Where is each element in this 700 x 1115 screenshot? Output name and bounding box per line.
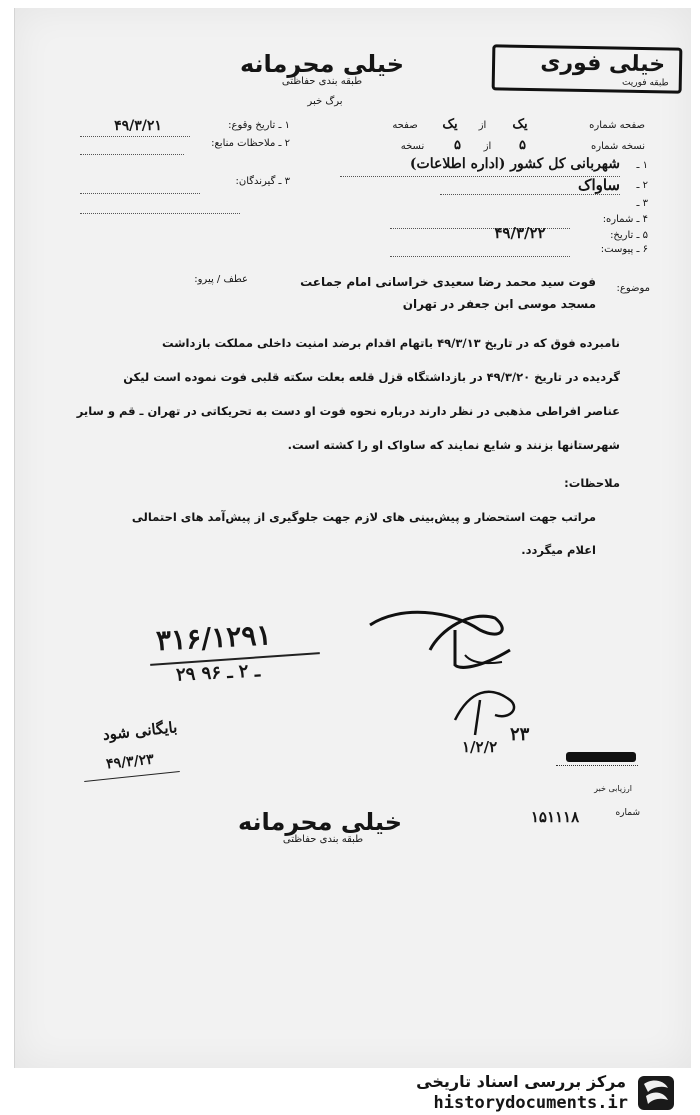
archive-logo-icon <box>634 1070 678 1114</box>
handwritten-registration-date: ۲۹ ـ ۲ ـ ۹۶ <box>175 660 261 686</box>
recipient-3-text: ساواک <box>578 176 620 194</box>
copy-word: نسخه <box>400 141 425 152</box>
subject-label: موضوع: <box>616 283 650 294</box>
urgency-stamp-sub: طبقه فوریت <box>621 77 669 89</box>
signature-date: ۱/۲/۲ <box>462 738 498 756</box>
handwritten-registration-number: ۳۱۶/۱۲۹۱ <box>155 618 273 658</box>
remarks-line-1: مراتب جهت استحضار و پیش‌بینی های لازم جهت جلوگیری از پیش‌آمد های احتمالی <box>131 510 596 524</box>
field-date-label: ۵ ـ تاریخ: <box>610 230 648 241</box>
page-number-value: یک <box>512 117 528 132</box>
source-number: ۱۵۱۱۱۸ <box>530 808 580 826</box>
remarks-line-2: اعلام میگردد. <box>521 543 596 557</box>
recipient-2-num: ۲ ـ <box>636 180 648 191</box>
recipient-3-num: ۳ ـ <box>636 198 648 209</box>
body-line-1: نامبرده فوق که در تاریخ ۴۹/۳/۱۳ باتهام اقدام برضد امنیت داخلی مملکت بازداشت <box>162 336 620 350</box>
classification-bottom: خیلی محرمانه <box>237 808 403 836</box>
footer-org-name: مرکز بررسی اسناد تاریخی <box>416 1072 626 1091</box>
reference-label: عطف / پیرو: <box>194 274 248 285</box>
field-attachment-label: ۶ ـ پیوست: <box>600 244 648 255</box>
field-occurrence-date-label: ۱ ـ تاریخ وقوع: <box>228 120 290 131</box>
signature-initial: ۲۳ <box>510 724 530 745</box>
handwritten-filing-date: ۴۹/۳/۲۳ <box>105 751 155 773</box>
field-recipients-label: ۳ ـ گیرندگان: <box>235 176 290 187</box>
field-number-label: ۴ ـ شماره: <box>602 214 648 225</box>
copy-total-value: ۵ <box>454 138 461 153</box>
classification-top-sub: طبقه بندی حفاظتی <box>281 76 363 87</box>
copy-number-value: ۵ <box>519 138 526 153</box>
copy-number-label: نسخه شماره <box>591 141 645 152</box>
page-total-value: یک <box>442 117 458 132</box>
remarks-label: ملاحظات: <box>564 476 620 490</box>
classification-top: خیلی محرمانه <box>239 50 405 78</box>
subject-line-1: فوت سید محمد رضا سعیدی خراسانی امام جماعت <box>300 275 596 289</box>
redaction-bar <box>566 752 636 762</box>
recipient-1-num: ۱ ـ <box>636 160 648 171</box>
body-line-3: عناصر افراطی مذهبی در نظر دارند درباره نحوه فوت او دست به تحریکاتی در تهران ـ قم و سایر <box>76 404 620 418</box>
evaluation-label: ارزیابی خبر <box>594 784 632 793</box>
source-label: شماره <box>615 808 640 818</box>
body-line-2: گردیده در تاریخ ۴۹/۳/۲۰ در بازداشتگاه قزل قلعه بعلت سکته قلبی فوت نموده است لیکن <box>123 370 620 384</box>
urgency-stamp-text: خیلی فوری <box>540 50 666 78</box>
classification-bottom-sub: طبقه بندی حفاظتی <box>282 834 364 845</box>
page-from-label: از <box>478 120 487 131</box>
footer-url[interactable]: historydocuments.ir <box>433 1093 628 1113</box>
body-line-4: شهرستانها بزنند و شایع نمایند که ساواک او را کشته است. <box>287 438 620 452</box>
handwritten-filing-note: بایگانی شود <box>101 718 179 744</box>
page-number-label: صفحه شماره <box>589 120 645 131</box>
field-source-remarks-label: ۲ ـ ملاحظات منابع: <box>211 138 290 149</box>
field-occurrence-date-value: ۴۹/۳/۲۱ <box>114 118 162 134</box>
form-title: برگ خبر <box>307 96 343 107</box>
page-word: صفحه <box>392 120 418 131</box>
copy-from-label: از <box>483 141 492 152</box>
field-date-value: ۴۹/۳/۲۲ <box>494 224 546 242</box>
subject-line-2: مسجد موسی ابن جعفر در تهران <box>402 297 596 311</box>
signature-mark <box>360 600 520 680</box>
urgency-stamp <box>492 44 683 93</box>
recipient-1-text: شهربانی کل کشور (اداره اطلاعات) <box>409 156 620 172</box>
